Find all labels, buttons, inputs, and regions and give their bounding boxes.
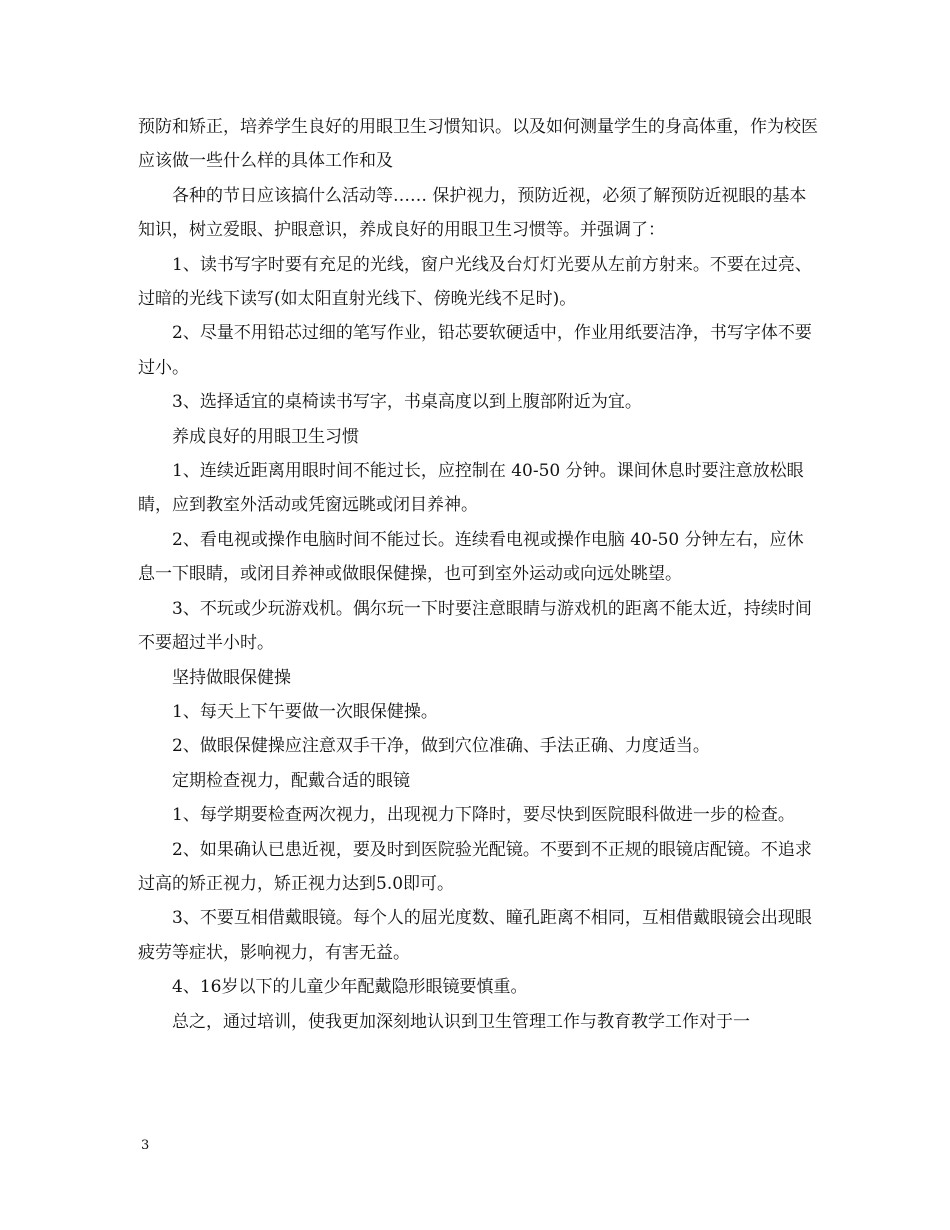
- paragraph: 各种的节日应该搞什么活动等…… 保护视力，预防近视，必须了解预防近视眼的基本知识，树立爱眼、护眼意识，养成良好的用眼卫生习惯等。并强调了：: [138, 185, 807, 241]
- list-item: 2、做眼保健操应注意双手干净，做到穴位准确、手法正确、力度适当。: [172, 736, 710, 757]
- section-heading: 养成良好的用眼卫生习惯: [172, 426, 359, 447]
- list-item: 3、不玩或少玩游戏机。偶尔玩一下时要注意眼睛与游戏机的距离不能太近，持续时间不要超过半小时。: [138, 598, 812, 654]
- list-item: 2、尽量不用铅芯过细的笔写作业，铅芯要软硬适中，作业用纸要洁净，书写字体不要过小。: [138, 323, 812, 378]
- list-item: 1、每天上下午要做一次眼保健操。: [172, 701, 438, 722]
- list-item: 2、如果确认已患近视，要及时到医院验光配镜。不要到不正规的眼镜店配镜。不追求过高的矫正视力，矫正视力达到5.0即可。: [138, 839, 812, 894]
- section-heading: 定期检查视力，配戴合适的眼镜: [172, 770, 410, 791]
- list-item: 4、16岁以下的儿童少年配戴隐形眼镜要慎重。: [172, 977, 528, 998]
- paragraph: 预防和矫正，培养学生良好的用眼卫生习惯知识。以及如何测量学生的身高体重，作为校医应该做一些什么样的具体工作和及: [138, 117, 818, 172]
- list-item: 3、选择适宜的桌椅读书写字，书桌高度以到上腹部附近为宜。: [172, 392, 642, 413]
- list-item: 1、连续近距离用眼时间不能过长，应控制在 40-50 分钟。课间休息时要注意放松眼睛，应到教室外活动或凭窗远眺或闭目养神。: [138, 461, 804, 516]
- document-body: [138, 110, 818, 1039]
- paragraph: 总之，通过培训，使我更加深刻地认识到卫生管理工作与教育教学工作对于一: [172, 1011, 750, 1032]
- list-item: 2、看电视或操作电脑时间不能过长。连续看电视或操作电脑 40-50 分钟左右，应休息一下眼睛，或闭目养神或做眼保健操，也可到室外运动或向远处眺望。: [138, 529, 804, 585]
- list-item: 3、不要互相借戴眼镜。每个人的屈光度数、瞳孔距离不相同，互相借戴眼镜会出现眼疲劳等症状，影响视力，有害无益。: [138, 908, 812, 963]
- section-heading: 坚持做眼保健操: [172, 667, 291, 688]
- list-item: 1、读书写字时要有充足的光线，窗户光线及台灯灯光要从左前方射来。不要在过亮、过暗的光线下读写(如太阳直射光线下、傍晚光线不足时)。: [138, 254, 812, 310]
- page-number: 3: [141, 1138, 150, 1153]
- list-item: 1、每学期要检查两次视力，出现视力下降时，要尽快到医院眼科做进一步的检查。: [172, 805, 795, 826]
